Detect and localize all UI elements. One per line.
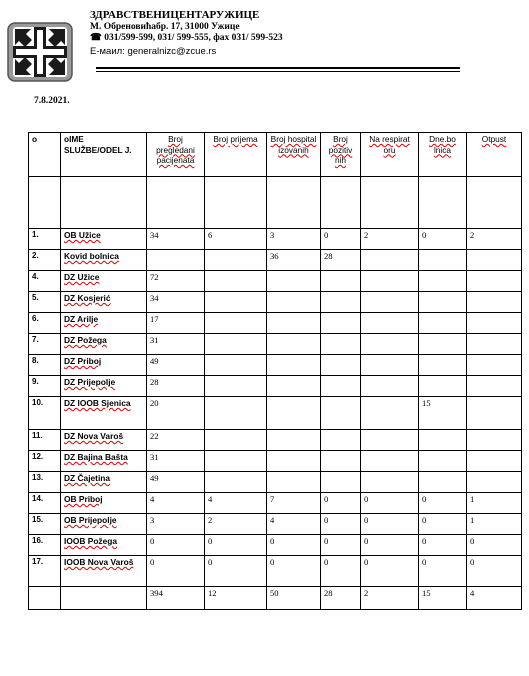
service-name-cell bbox=[61, 397, 147, 430]
row-number-cell: 6. bbox=[29, 313, 61, 334]
service-name-cell bbox=[61, 271, 147, 292]
table-row bbox=[29, 493, 522, 514]
value-cell bbox=[419, 271, 467, 292]
row-number-cell: 8. bbox=[29, 355, 61, 376]
value-cell bbox=[361, 451, 419, 472]
value-cell bbox=[321, 451, 361, 472]
table-row bbox=[29, 229, 522, 250]
value-cell bbox=[205, 334, 267, 355]
value-cell bbox=[419, 472, 467, 493]
value-cell: 0 bbox=[205, 535, 267, 556]
header-divider-thin bbox=[96, 71, 460, 72]
value-cell bbox=[267, 472, 321, 493]
value-cell: 34 bbox=[147, 292, 205, 313]
service-name-cell bbox=[61, 313, 147, 334]
row-number-cell: 11. bbox=[29, 430, 61, 451]
value-cell bbox=[205, 313, 267, 334]
row-number-cell: 12. bbox=[29, 451, 61, 472]
organization-email: E-маил: generalnizc@zcue.rs bbox=[90, 45, 217, 57]
value-cell bbox=[205, 451, 267, 472]
value-cell bbox=[419, 313, 467, 334]
service-name: DZ Prijepolje bbox=[64, 377, 116, 387]
value-cell bbox=[205, 292, 267, 313]
service-name: DZ Priboj bbox=[64, 356, 102, 366]
value-cell: 0 bbox=[361, 493, 419, 514]
value-cell: 3 bbox=[147, 514, 205, 535]
value-cell: 6 bbox=[205, 229, 267, 250]
value-cell bbox=[361, 313, 419, 334]
service-name: DZ Kosjerić bbox=[64, 293, 111, 303]
value-cell bbox=[205, 355, 267, 376]
value-cell bbox=[321, 397, 361, 430]
value-cell bbox=[321, 430, 361, 451]
value-cell: 4 bbox=[205, 493, 267, 514]
value-cell bbox=[419, 355, 467, 376]
service-name-cell bbox=[61, 587, 147, 610]
row-number-cell: 10. bbox=[29, 397, 61, 430]
value-cell: 0 bbox=[267, 535, 321, 556]
value-cell: 0 bbox=[321, 493, 361, 514]
value-cell bbox=[467, 313, 522, 334]
table-row bbox=[29, 451, 522, 472]
row-number-cell: 9. bbox=[29, 376, 61, 397]
value-cell: 0 bbox=[467, 535, 522, 556]
service-name-cell bbox=[61, 229, 147, 250]
service-name-cell bbox=[61, 514, 147, 535]
value-cell: 7 bbox=[267, 493, 321, 514]
col-header-hospitalized: Broj hospital izovanih bbox=[270, 134, 317, 155]
service-name: DZ Arilje bbox=[64, 314, 99, 324]
organization-name: ЗДРАВСТВЕНИЦЕНТАРУЖИЦЕ bbox=[90, 9, 260, 21]
service-name: DZ Bajina Bašta bbox=[64, 452, 128, 462]
value-cell: 72 bbox=[147, 271, 205, 292]
service-name-cell bbox=[61, 177, 147, 229]
value-cell: 0 bbox=[419, 535, 467, 556]
table-row bbox=[29, 514, 522, 535]
table-row bbox=[29, 397, 522, 430]
table-row bbox=[29, 472, 522, 493]
table-row bbox=[29, 355, 522, 376]
daily-report-table bbox=[28, 132, 522, 610]
value-cell bbox=[419, 177, 467, 229]
value-cell bbox=[205, 177, 267, 229]
row-number-cell bbox=[29, 177, 61, 229]
value-cell bbox=[361, 292, 419, 313]
value-cell: 2 bbox=[467, 229, 522, 250]
row-number-cell: 2. bbox=[29, 250, 61, 271]
table-row bbox=[29, 376, 522, 397]
value-cell bbox=[467, 376, 522, 397]
col-header-positive: Broj pozitiv nih bbox=[328, 134, 353, 165]
value-cell bbox=[147, 177, 205, 229]
value-cell bbox=[267, 376, 321, 397]
value-cell bbox=[467, 334, 522, 355]
service-name-cell bbox=[61, 493, 147, 514]
value-cell: 0 bbox=[419, 556, 467, 587]
value-cell bbox=[361, 177, 419, 229]
service-name: DZ Čajetina bbox=[64, 473, 111, 483]
service-name: OB Užice bbox=[64, 230, 101, 240]
service-name: IOOB Požega bbox=[64, 536, 118, 546]
table-row bbox=[29, 556, 522, 587]
row-number-cell: 17. bbox=[29, 556, 61, 587]
value-cell bbox=[467, 250, 522, 271]
value-cell bbox=[361, 376, 419, 397]
col-header-admissions: Broj prijema bbox=[213, 134, 258, 144]
letterhead bbox=[90, 10, 480, 57]
value-cell: 0 bbox=[419, 229, 467, 250]
service-name: OB Prijepolje bbox=[64, 515, 117, 525]
service-name-cell bbox=[61, 451, 147, 472]
value-cell: 49 bbox=[147, 472, 205, 493]
service-name-cell bbox=[61, 535, 147, 556]
value-cell bbox=[321, 177, 361, 229]
value-cell bbox=[467, 177, 522, 229]
col-header-examined: Broj pregledani pacijenata bbox=[156, 134, 195, 165]
service-name: Kovid bolnica bbox=[64, 251, 119, 261]
value-cell bbox=[267, 177, 321, 229]
value-cell: 0 bbox=[361, 556, 419, 587]
table-row bbox=[29, 177, 522, 229]
value-cell bbox=[361, 430, 419, 451]
service-name-cell bbox=[61, 430, 147, 451]
value-cell: 0 bbox=[321, 556, 361, 587]
row-number-cell: 14. bbox=[29, 493, 61, 514]
value-cell: 17 bbox=[147, 313, 205, 334]
table-row bbox=[29, 334, 522, 355]
service-name-cell bbox=[61, 334, 147, 355]
value-cell bbox=[205, 472, 267, 493]
service-name: DZ IOOB Sjenica bbox=[64, 398, 131, 408]
health-center-logo-icon bbox=[7, 22, 73, 82]
service-name-cell bbox=[61, 292, 147, 313]
value-cell: 15 bbox=[419, 397, 467, 430]
value-cell bbox=[267, 313, 321, 334]
value-cell: 2 bbox=[361, 229, 419, 250]
value-cell bbox=[467, 271, 522, 292]
value-cell: 36 bbox=[267, 250, 321, 271]
col-header-number: o bbox=[29, 133, 61, 177]
value-cell bbox=[267, 334, 321, 355]
table-row bbox=[29, 535, 522, 556]
organization-address: М. Обреновићабр. 17, 31000 Ужице bbox=[90, 21, 240, 32]
row-number-cell: 1. bbox=[29, 229, 61, 250]
value-cell bbox=[267, 397, 321, 430]
value-cell bbox=[467, 430, 522, 451]
value-cell bbox=[361, 355, 419, 376]
value-cell bbox=[419, 451, 467, 472]
value-cell bbox=[321, 292, 361, 313]
value-cell bbox=[205, 376, 267, 397]
value-cell bbox=[147, 250, 205, 271]
value-cell: 49 bbox=[147, 355, 205, 376]
value-cell: 4 bbox=[467, 587, 522, 610]
value-cell bbox=[361, 397, 419, 430]
value-cell bbox=[267, 430, 321, 451]
value-cell bbox=[361, 472, 419, 493]
value-cell: 0 bbox=[361, 535, 419, 556]
value-cell bbox=[267, 292, 321, 313]
table-row bbox=[29, 430, 522, 451]
value-cell bbox=[467, 472, 522, 493]
service-name: DZ Požega bbox=[64, 335, 107, 345]
value-cell bbox=[419, 334, 467, 355]
value-cell bbox=[205, 397, 267, 430]
col-header-respirator: Na respirat oru bbox=[369, 134, 410, 155]
service-name: DZ Nova Varoš bbox=[64, 431, 124, 441]
value-cell: 28 bbox=[321, 250, 361, 271]
service-name-cell bbox=[61, 250, 147, 271]
value-cell: 0 bbox=[419, 493, 467, 514]
value-cell bbox=[419, 292, 467, 313]
value-cell: 0 bbox=[147, 535, 205, 556]
value-cell bbox=[467, 451, 522, 472]
value-cell: 20 bbox=[147, 397, 205, 430]
value-cell bbox=[321, 313, 361, 334]
value-cell: 0 bbox=[205, 556, 267, 587]
value-cell bbox=[321, 355, 361, 376]
value-cell: 0 bbox=[321, 229, 361, 250]
row-number-cell bbox=[29, 587, 61, 610]
row-number-cell: 13. bbox=[29, 472, 61, 493]
value-cell: 0 bbox=[321, 514, 361, 535]
value-cell bbox=[467, 355, 522, 376]
row-number-cell: 5. bbox=[29, 292, 61, 313]
service-name-cell bbox=[61, 556, 147, 587]
organization-phones: ☎ 031/599-599, 031/ 599-555, фах 031/ 599-523 bbox=[90, 33, 283, 43]
row-number-cell: 4. bbox=[29, 271, 61, 292]
value-cell: 2 bbox=[205, 514, 267, 535]
value-cell: 2 bbox=[361, 587, 419, 610]
value-cell bbox=[361, 250, 419, 271]
value-cell: 0 bbox=[361, 514, 419, 535]
row-number-cell: 15. bbox=[29, 514, 61, 535]
service-name: IOOB Nova Varoš bbox=[64, 557, 134, 567]
value-cell bbox=[361, 334, 419, 355]
value-cell bbox=[419, 250, 467, 271]
value-cell: 0 bbox=[147, 556, 205, 587]
value-cell: 0 bbox=[267, 556, 321, 587]
value-cell bbox=[321, 472, 361, 493]
service-name-cell bbox=[61, 355, 147, 376]
value-cell bbox=[267, 355, 321, 376]
header-divider bbox=[96, 67, 460, 69]
value-cell: 1 bbox=[467, 493, 522, 514]
value-cell: 28 bbox=[147, 376, 205, 397]
value-cell: 34 bbox=[147, 229, 205, 250]
row-number-cell: 7. bbox=[29, 334, 61, 355]
value-cell: 4 bbox=[147, 493, 205, 514]
table-row bbox=[29, 292, 522, 313]
value-cell: 0 bbox=[419, 514, 467, 535]
value-cell: 394 bbox=[147, 587, 205, 610]
value-cell bbox=[467, 397, 522, 430]
service-name-cell bbox=[61, 376, 147, 397]
table-body bbox=[29, 177, 522, 610]
col-header-service: oIME SLUŽBE/ODEL J. bbox=[61, 133, 147, 177]
report-date: 7.8.2021. bbox=[34, 96, 70, 106]
value-cell bbox=[321, 376, 361, 397]
value-cell: 15 bbox=[419, 587, 467, 610]
value-cell: 31 bbox=[147, 334, 205, 355]
value-cell bbox=[419, 430, 467, 451]
value-cell bbox=[321, 334, 361, 355]
value-cell: 1 bbox=[467, 514, 522, 535]
table-row bbox=[29, 250, 522, 271]
value-cell bbox=[267, 451, 321, 472]
row-number-cell: 16. bbox=[29, 535, 61, 556]
value-cell bbox=[205, 271, 267, 292]
value-cell bbox=[321, 271, 361, 292]
value-cell: 28 bbox=[321, 587, 361, 610]
service-name: OB Priboj bbox=[64, 494, 103, 504]
value-cell bbox=[205, 430, 267, 451]
value-cell: 12 bbox=[205, 587, 267, 610]
value-cell bbox=[419, 376, 467, 397]
value-cell bbox=[205, 250, 267, 271]
value-cell bbox=[267, 271, 321, 292]
value-cell: 4 bbox=[267, 514, 321, 535]
service-name: DZ Užice bbox=[64, 272, 100, 282]
value-cell bbox=[467, 292, 522, 313]
value-cell: 3 bbox=[267, 229, 321, 250]
value-cell: 0 bbox=[467, 556, 522, 587]
value-cell: 31 bbox=[147, 451, 205, 472]
service-name-cell bbox=[61, 472, 147, 493]
col-header-day-hospital: Dne.bo lnica bbox=[429, 134, 456, 155]
table-row bbox=[29, 587, 522, 610]
value-cell: 0 bbox=[321, 535, 361, 556]
table-row bbox=[29, 271, 522, 292]
value-cell bbox=[361, 271, 419, 292]
table-row bbox=[29, 313, 522, 334]
value-cell: 50 bbox=[267, 587, 321, 610]
table-header-row bbox=[29, 133, 522, 177]
value-cell: 22 bbox=[147, 430, 205, 451]
col-header-discharge: Otpust bbox=[481, 134, 507, 144]
